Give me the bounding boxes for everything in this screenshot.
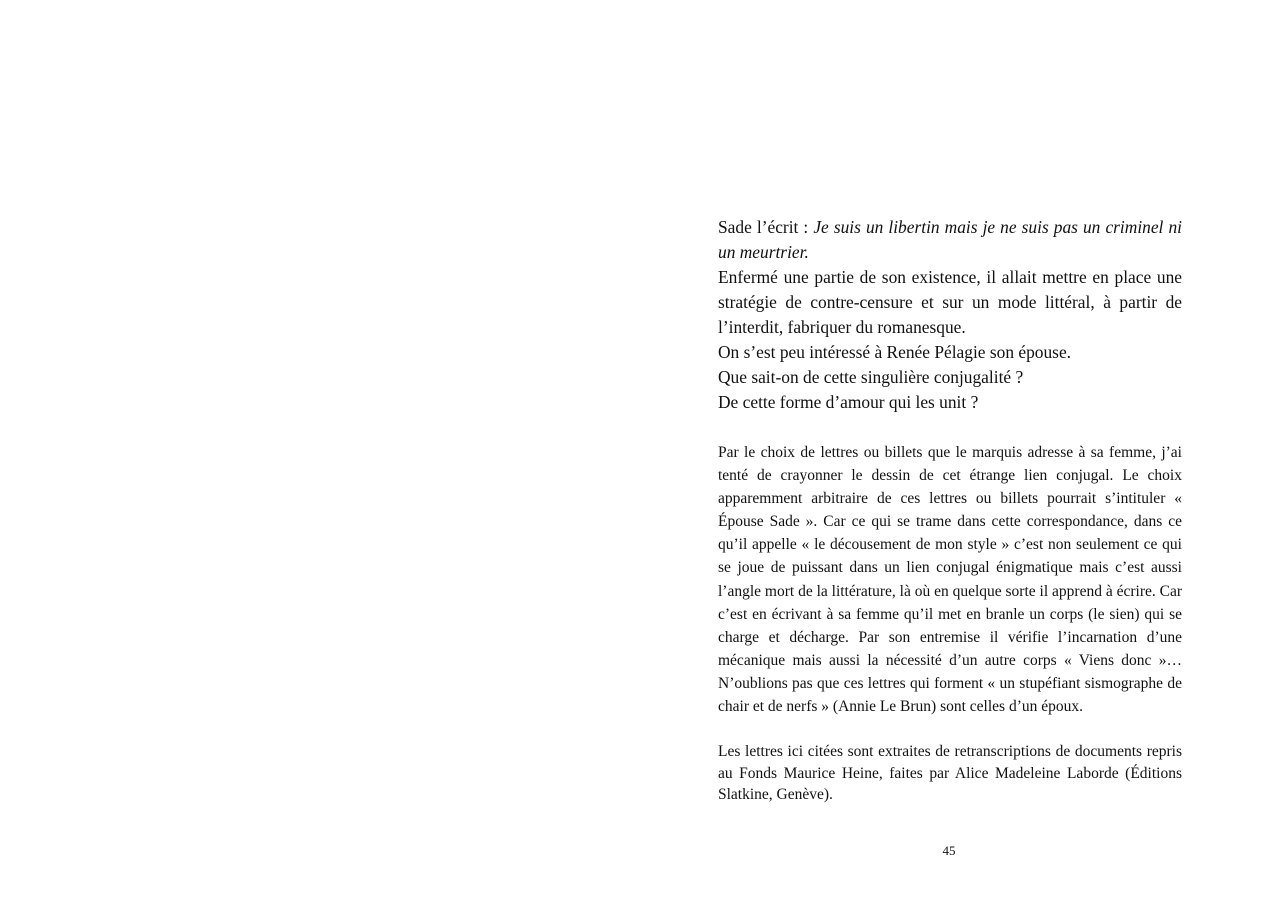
intro-question-2: De cette forme d’amour qui les unit ? (718, 392, 979, 412)
sade-quote-line (718, 215, 1182, 265)
right-page (638, 0, 1276, 912)
intro-question-1: Que sait-on de cette singulière conjugalité ? (718, 367, 1024, 387)
page-number: 45 (942, 843, 956, 858)
sources-note: Les lettres ici citées sont extraites de retranscriptions de documents repris au Fonds Maurice Heine, faites par Alice Madeleine Laborde (Éditions Slatkine, Genève). (718, 743, 1182, 804)
intro-block (718, 215, 1182, 415)
intro-line-pelagie: On s’est peu intéressé à Renée Pélagie son épouse. (718, 342, 1072, 362)
intro-line-enferme: Enfermé une partie de son existence, il allait mettre en place une stratégie de contre-censure et sur un mode littéral, à partir de l’interdit, fabriquer du romanesque. (718, 267, 1182, 337)
sade-quote: Je suis un libertin mais je ne suis pas un criminel ni un meurtrier. (718, 217, 1182, 262)
main-paragraph: Par le choix de lettres ou billets que le marquis adresse à sa femme, j’ai tenté de crayonner le dessin de cet étrange lien conjugal. Le choix apparemment arbitraire de ces lettres ou billets pourrait s’intituler « Épouse Sade ». Car ce qui se trame dans cette correspondance, dans ce qu’il appelle « le décousement de mon style » c’est non seulement ce qui se joue de puissant dans un lien conjugal énigmatique mais c’est aussi l’angle mort de la littérature, là où en quelque sorte il apprend à écrire. Car c’est en écrivant à sa femme qu’il met en branle un corps (le sien) qui se charge et décharge. Par son entremise il vérifie l’incarnation d’une mécanique mais aussi la nécessité d’un autre corps « Viens donc »… N’oublions pas que ces lettres qui forment « un stupéfiant sismographe de chair et de nerfs » (Annie Le Brun) sont celles d’un époux. (718, 444, 1182, 716)
quote-lead: Sade l’écrit : (718, 217, 814, 237)
